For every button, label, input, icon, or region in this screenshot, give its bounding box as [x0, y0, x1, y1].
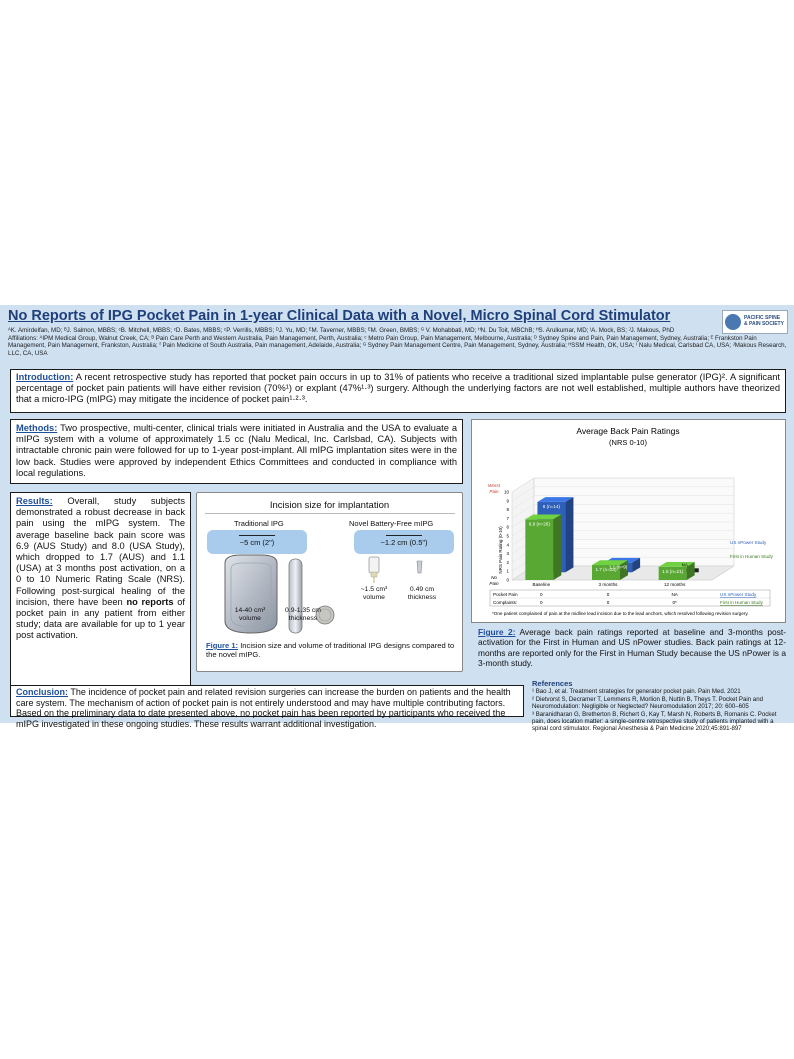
figure2-label: Figure 2:	[478, 627, 516, 637]
bar-data-label: NA	[681, 562, 688, 568]
table-legend-label: US nPower Study	[720, 592, 757, 597]
bar-data-label: 1.1 (n=9)	[608, 564, 628, 570]
ipg-thickness-label: 0.9-1.35 cm thickness	[285, 607, 321, 622]
legend-entry: US nPower Study	[730, 540, 767, 545]
traditional-incision-size: ~5 cm (2")	[239, 538, 275, 547]
y-top-label-1: Worst	[488, 483, 500, 488]
mipg-side-icon	[417, 561, 422, 573]
mipg-volume-label: ~1.5 cm³ volume	[360, 586, 388, 601]
x-tick-label: 12 months	[663, 582, 686, 587]
table-row-label: Pocket Pain	[493, 592, 518, 597]
authors-list: ᴬK. Amirdelfan, MD; ᴮJ. Salmon, MBBS; ᶜB. Mitchell, MBBS; ᶜD. Bates, MBBS; ᶜP. Verrills, MBBS; ᴰJ. Yu, MD; ᴱM. Taverner, MBBS; ᴱM. Green, BMBS; ᴳ V. Mohabbati, MD; ᴴN. Du Toit, MBChB; ᴴS. Arulkumar, MD; ᴵA. Mock, BS; ᴶJ. Makous, PhD	[8, 327, 675, 334]
traditional-incision-bar	[207, 530, 307, 554]
traditional-ipg-label: Traditional IPG	[234, 519, 284, 528]
y-tick-label: 0	[506, 577, 509, 583]
novel-incision-size: ~1.2 cm (0.5")	[380, 538, 428, 547]
figure2-caption	[478, 627, 786, 669]
chart-ylabel: NRS Pain Rating (0-10)	[498, 526, 503, 574]
table-cell: 0	[540, 600, 543, 605]
results-text-b: of pocket pain in any patient from either study; data are available for up to 1 year post activation.	[16, 596, 185, 641]
novel-incision-bar	[354, 530, 454, 554]
legend-entry: First in Human Study	[730, 554, 773, 559]
y-tick-label: 1	[506, 568, 509, 574]
y-tick-label: 10	[503, 489, 509, 495]
table-cell: 0	[540, 592, 543, 597]
society-logo	[722, 310, 788, 334]
y-tick-label: 8	[506, 507, 509, 513]
table-cell: 0	[606, 600, 610, 605]
authors-affiliations	[8, 327, 788, 357]
affiliations-list: Affiliations: ᴬIPM Medical Group, Walnut Creek, CA; ᴮ Pain Care Perth and Western Australia, Pain Management, Perth, Australia; ᶜ Metro Pain Group, Pain Management, Melbourne, Australia; ᴰ Sydney Spine and Pain, Pain Management, Sydney, Australia; ᴱ Frankston Pain Management, Pain Management, Frankston, Australia; ᶠ Pain Medicine of South Australia, Pain management, Adelaide, Australia; ᴳ Sydney Pain Management Centre, Pain Management, Sydney, Australia; ᴴSSM Health, OK, USA; ᴵ Nalu Medical, Carlsbad CA, USA; ᴶMakous Research, LLC, CA, USA	[8, 334, 787, 357]
results-heading: Results:	[16, 496, 53, 506]
conclusion-text: The incidence of pocket pain and related revision surgeries can increase the burden on patients and the health care system. The mechanism of action of pocket pain is not entirely understood and may have multiple contributing factors. Based on the preliminary data to date presented above, no pocket pain has been reported by participants who received the mIPG investigated in these ongoing studies. These results warrant additional investigation.	[16, 687, 511, 729]
introduction-heading: Introduction:	[16, 372, 74, 382]
poster-title: No Reports of IPG Pocket Pain in 1-year Clinical Data with a Novel, Micro Spinal Cord Stimulator	[8, 308, 671, 324]
bar-data-label: 1.5 (n=21)	[662, 568, 684, 574]
results-text-a: Overall, study subjects demonstrated a robust decrease in back pain using the mIPG system. The average baseline back pain score was 6.9 (AUS Study) and 8.0 (USA Study), which dropped to 1.7 (AUS) and 1.1 (USA) at 3 months post activation, on a 0 to 10 Numeric Rating Scale (NRS). Following post-surgical healing of the incision, there have been	[16, 496, 185, 607]
y-tick-label: 4	[506, 542, 509, 548]
results-box	[10, 492, 191, 704]
y-tick-label: 9	[506, 498, 509, 504]
society-logo-text: PACIFIC SPINE & PAIN SOCIETY	[744, 315, 784, 327]
x-tick-label: Baseline	[532, 582, 551, 587]
ipg-volume-label: 14-40 cm³ volume	[234, 607, 266, 622]
reference-item: ³ Baranidharan G, Bretherton B, Richert G, Kay T, Marsh N, Roberts B, Romanis C. Pocket pain, does location matter: a single-centre retrospective study of patients implanted with a spinal cord stimulator. Regional Anesthesia & Pain Medicine 2020;45:891-897	[532, 710, 777, 733]
table-cell: NA	[671, 592, 678, 597]
table-cell: 0	[606, 592, 610, 597]
chart-bar-side	[553, 514, 561, 580]
introduction-box	[10, 369, 786, 413]
bar-data-label: 8 (n=14)	[542, 503, 561, 509]
table-legend-label: First in Human Study	[720, 600, 763, 605]
society-logo-icon	[725, 314, 741, 330]
chart-footnote: *One patient complained of pain at the midline lead incision due to the lead anchors, which resolved following revision surgery.	[492, 611, 749, 616]
mipg-thickness-label: 0.49 cm thickness	[407, 586, 437, 601]
methods-box	[10, 419, 463, 484]
poster	[0, 305, 794, 733]
x-tick-label: 3 months	[598, 582, 618, 587]
methods-text: Two prospective, multi-center, clinical trials were initiated in Australia and the USA to evaluate a mIPG system with a volume of approximately 1.5 cc (Nalu Medical, Inc. Carlsbad, CA). Subjects with intractable chronic pain were followed for up to 1-year post-implant. All mIPG implantation sites were in the low back. Studies were approved by independent Ethics Committees and conducted in compliance with local regulations.	[16, 423, 458, 478]
figure1-caption	[206, 641, 461, 659]
references-heading: References	[532, 679, 573, 688]
mipg-icon	[369, 557, 379, 583]
y-bottom-label-1: No	[491, 575, 497, 580]
figure2-text: Average back pain ratings reported at baseline and 3-months post-activation for the First in Human and US nPower studies. Back pain ratings at 12-months are reported only for the First in Human Study because the US nPower is a 3-month study.	[478, 627, 786, 669]
reference-item: ¹ Bao J, et al. Treatment strategies for generator pocket pain. Pain Med. 2021	[532, 688, 741, 696]
chart-title: Average Back Pain Ratings	[576, 426, 680, 436]
chart-bar	[525, 519, 553, 580]
pain-rating-chart	[472, 420, 785, 622]
references	[532, 680, 788, 733]
reference-item: ² Dietvorst S, Decramer T, Lemmens R, Morlion B, Nuttin B, Theys T. Pocket Pain and Neuromodulation: Negligible or Neglected? Neuromodulation 2017; 20: 600–605	[532, 695, 763, 711]
pain-rating-chart-box	[471, 419, 786, 623]
chart-bar-side	[565, 497, 573, 572]
figure1-text: Incision size and volume of traditional IPG designs compared to the novel mIPG.	[206, 641, 455, 659]
y-tick-label: 6	[506, 524, 509, 530]
incision-title: Incision size for implantation	[269, 500, 390, 511]
y-bottom-label-2: Pain	[489, 581, 499, 586]
conclusion-heading: Conclusion:	[16, 687, 68, 697]
bar-data-label: 6.9 (n=26)	[528, 521, 550, 527]
novel-mipg-label: Novel Battery-Free mIPG	[349, 519, 434, 528]
conclusion-box	[10, 685, 524, 729]
methods-heading: Methods:	[16, 423, 58, 433]
table-row-label: Complaints:	[493, 600, 518, 605]
bar-data-label: 1.7 (n=23)	[595, 567, 617, 573]
y-tick-label: 5	[506, 533, 509, 539]
y-top-label-2: Pain	[489, 489, 499, 494]
y-tick-label: 2	[506, 559, 509, 565]
y-tick-label: 7	[506, 515, 509, 521]
incision-figure	[196, 492, 463, 672]
results-text-bold: no reports	[126, 596, 174, 607]
introduction-text: A recent retrospective study has reported that pocket pain occurs in up to 31% of patients who receive a traditional sized implantable pulse generator (IPG)². A significant percentage of pocket pain patients will have either revision (70%¹) or explant (47%¹·³) surgery. Although the underlying factors are not well established, multiple authors have theorized that a micro-IPG (mIPG) may mitigate the incidence of pocket pain¹·²·³.	[16, 372, 780, 405]
chart-subtitle: (NRS 0-10)	[609, 438, 647, 447]
y-tick-label: 3	[506, 551, 509, 557]
figure1-label: Figure 1:	[206, 641, 239, 650]
table-cell: 0*	[672, 600, 677, 605]
